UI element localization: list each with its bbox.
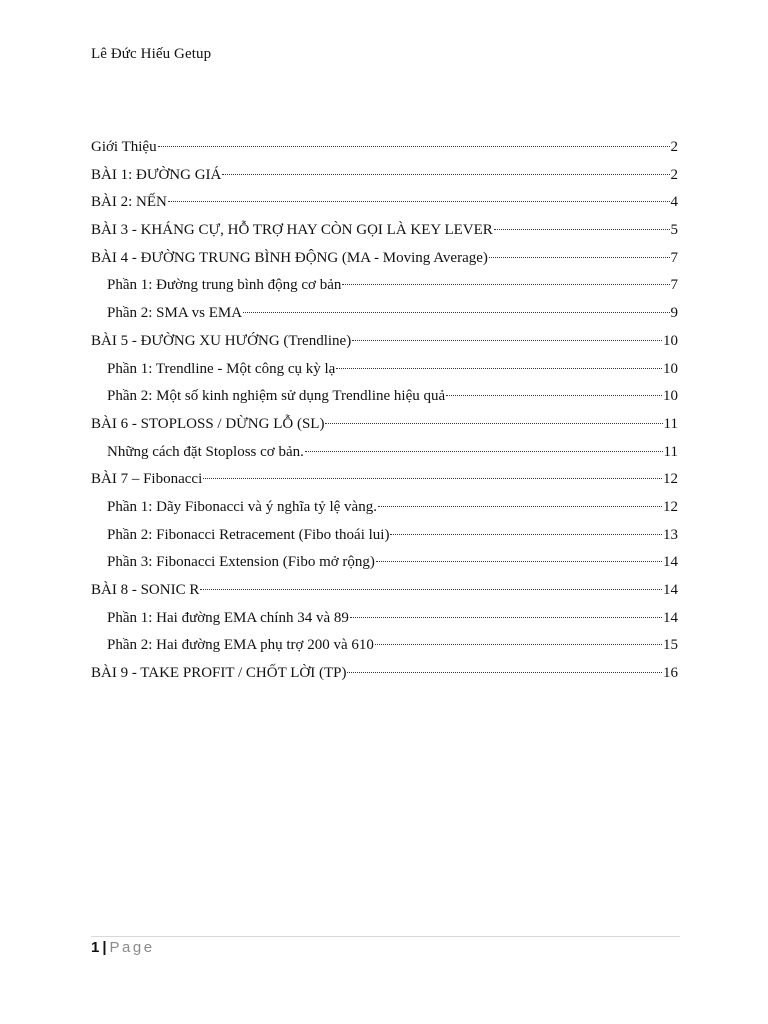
toc-dot-leader xyxy=(446,395,662,396)
toc-entry-page: 5 xyxy=(670,222,678,239)
toc-entry-title: BÀI 3 - KHÁNG CỰ, HỖ TRỢ HAY CÒN GỌI LÀ KEY LEVER xyxy=(91,222,493,239)
toc-dot-leader xyxy=(390,534,662,535)
toc-dot-leader xyxy=(200,589,662,590)
toc-dot-leader xyxy=(376,561,662,562)
toc-dot-leader xyxy=(203,478,662,479)
toc-entry-title: Giới Thiệu xyxy=(91,139,157,155)
toc-entry-title: BÀI 1: ĐƯỜNG GIÁ xyxy=(91,166,222,183)
toc-dot-leader xyxy=(336,368,662,369)
toc-dot-leader xyxy=(168,201,670,202)
toc-dot-leader xyxy=(158,146,670,147)
toc-entry-page: 12 xyxy=(663,498,678,515)
toc-entry-page: 4 xyxy=(670,194,678,211)
toc-entry[interactable] xyxy=(91,162,678,190)
toc-entry-page: 10 xyxy=(663,388,678,405)
toc-entry[interactable] xyxy=(91,272,678,300)
toc-entry-page: 7 xyxy=(670,277,678,294)
toc-entry-page: 10 xyxy=(663,360,678,377)
toc-entry[interactable] xyxy=(91,245,678,273)
toc-entry-title: Phần 1: Hai đường EMA chính 34 và 89 xyxy=(107,609,349,626)
toc-entry-page: 14 xyxy=(663,554,678,571)
toc-dot-leader xyxy=(378,506,662,507)
toc-entry[interactable] xyxy=(91,439,678,467)
toc-dot-leader xyxy=(243,312,669,313)
page-number: 1 xyxy=(91,939,100,956)
toc-dot-leader xyxy=(494,229,670,230)
toc-entry-title: Phần 1: Đường trung bình động cơ bản xyxy=(107,277,342,294)
toc-entry[interactable] xyxy=(91,577,678,605)
toc-entry-title: BÀI 2: NẾN xyxy=(91,194,167,211)
toc-dot-leader xyxy=(350,617,662,618)
toc-entry-title: BÀI 8 - SONIC R xyxy=(91,582,200,598)
toc-entry-title: Phần 1: Trendline - Một công cụ kỳ lạ xyxy=(107,360,336,377)
toc-entry-title: Những cách đặt Stoploss cơ bản. xyxy=(107,443,304,460)
toc-dot-leader xyxy=(342,284,669,285)
toc-entry-title: Phần 2: Fibonacci Retracement (Fibo thoái lui) xyxy=(107,526,390,543)
toc-entry-page: 2 xyxy=(670,139,678,155)
toc-entry-page: 2 xyxy=(670,166,678,183)
toc-dot-leader xyxy=(305,451,663,452)
toc-entry[interactable] xyxy=(91,356,678,384)
page-header-author: Lê Đức Hiếu Getup xyxy=(91,46,212,62)
toc-entry-title: BÀI 4 - ĐƯỜNG TRUNG BÌNH ĐỘNG (MA - Moving Average) xyxy=(91,249,488,266)
toc-entry-title: Phần 2: SMA vs EMA xyxy=(107,305,243,322)
toc-entry[interactable] xyxy=(91,134,678,162)
toc-dot-leader xyxy=(489,257,670,258)
toc-entry-title: Phần 1: Dãy Fibonacci và ý nghĩa tỷ lệ vàng. xyxy=(107,498,377,515)
page-footer xyxy=(91,939,155,956)
toc-entry-title: BÀI 7 – Fibonacci xyxy=(91,471,203,488)
toc-entry-page: 9 xyxy=(670,305,678,322)
toc-entry-title: BÀI 5 - ĐƯỜNG XU HƯỚNG (Trendline) xyxy=(91,332,352,349)
toc-entry-page: 15 xyxy=(663,637,678,654)
toc-entry[interactable] xyxy=(91,660,678,688)
footer-divider xyxy=(91,936,680,937)
toc-dot-leader xyxy=(222,174,669,175)
toc-entry-page: 7 xyxy=(670,249,678,266)
page-label: Page xyxy=(109,939,155,956)
toc-entry-page: 11 xyxy=(663,443,678,460)
toc-entry-page: 16 xyxy=(663,665,678,682)
toc-dot-leader xyxy=(375,644,662,645)
toc-entry[interactable] xyxy=(91,189,678,217)
toc-entry[interactable] xyxy=(91,466,678,494)
toc-entry-title: Phần 3: Fibonacci Extension (Fibo mở rộng) xyxy=(107,554,375,571)
toc-entry[interactable] xyxy=(91,549,678,577)
toc-entry[interactable] xyxy=(91,605,678,633)
table-of-contents xyxy=(91,134,678,688)
toc-entry-page: 10 xyxy=(663,332,678,349)
toc-entry[interactable] xyxy=(91,217,678,245)
toc-entry-title: BÀI 9 - TAKE PROFIT / CHỐT LỜI (TP) xyxy=(91,665,347,682)
toc-entry[interactable] xyxy=(91,632,678,660)
toc-entry[interactable] xyxy=(91,522,678,550)
toc-entry-title: Phần 2: Một số kinh nghiệm sử dụng Trendline hiệu quả xyxy=(107,388,446,405)
toc-entry[interactable] xyxy=(91,328,678,356)
page-separator: | xyxy=(102,939,107,956)
toc-dot-leader xyxy=(325,423,662,424)
toc-dot-leader xyxy=(352,340,662,341)
toc-entry-title: BÀI 6 - STOPLOSS / DỪNG LỖ (SL) xyxy=(91,415,325,432)
toc-entry-title: Phần 2: Hai đường EMA phụ trợ 200 và 610 xyxy=(107,637,374,654)
toc-entry[interactable] xyxy=(91,300,678,328)
toc-entry-page: 13 xyxy=(663,526,678,543)
toc-entry-page: 14 xyxy=(663,582,678,598)
toc-entry[interactable] xyxy=(91,383,678,411)
toc-entry[interactable] xyxy=(91,494,678,522)
toc-entry[interactable] xyxy=(91,411,678,439)
toc-entry-page: 14 xyxy=(663,609,678,626)
toc-entry-page: 11 xyxy=(663,415,678,432)
toc-dot-leader xyxy=(347,672,662,673)
toc-entry-page: 12 xyxy=(663,471,678,488)
